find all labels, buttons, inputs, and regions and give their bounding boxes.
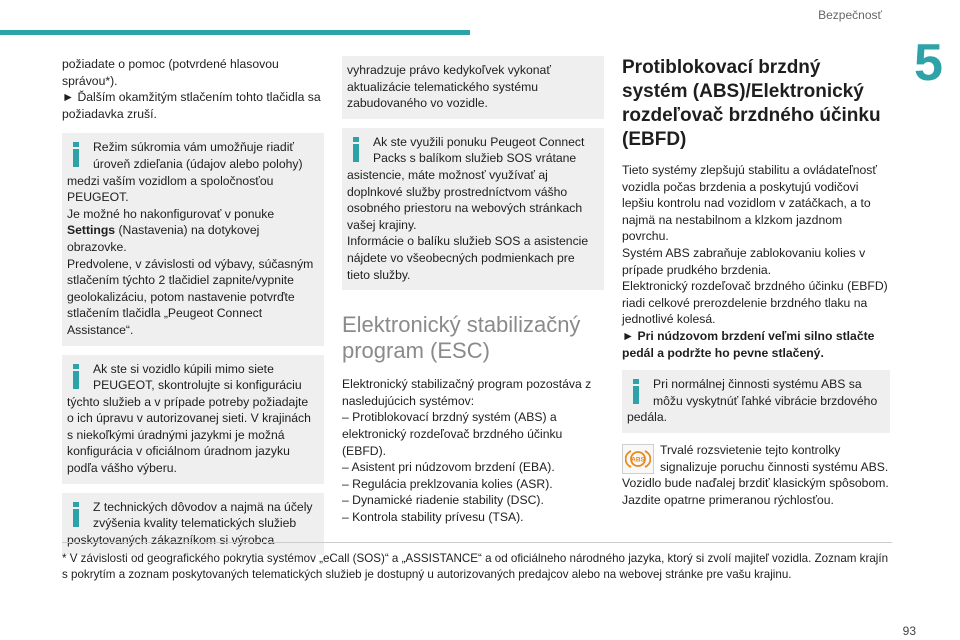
esc-body-text: Elektronický stabilizačný program pozostáva z nasledujúcich systémov: — [342, 377, 592, 408]
abs-instruction: ► Pri núdzovom brzdení veľmi silno stlačte pedál a podržte ho pevne stlačený. — [622, 328, 875, 360]
column-right — [622, 56, 890, 508]
settings-label: Settings — [67, 223, 116, 238]
esc-list-item: – Kontrola stability prívesu (TSA). — [342, 509, 524, 524]
abs-warning-text: Trvalé rozsvietenie tejto kontrolky signalizuje poruchu činnosti systému ABS. — [660, 442, 889, 474]
chapter-number: 5 — [914, 34, 943, 92]
info-box-text: Ak ste si vozidlo kúpili mimo siete PEUGEOT, skontrolujte si konfiguráciu týchto služieb a v prípade potreby požiadajte o ich úpravu v autorizovanej sieti. V krajinách s niekoľkými úradnými jazykmi je možná konfigurácia v oficiálnom úradnom jazyku podľa vášho výberu. — [67, 361, 311, 476]
abs-heading: Protiblokovací brzdný systém (ABS)/Elektronický rozdeľovač brzdného účinku (EBFD) — [622, 57, 881, 150]
esc-list-item: – Asistent pri núdzovom brzdení (EBA). — [342, 460, 555, 475]
intro-text: požiadate o pomoc (potvrdené hlasovou správou*). — [62, 57, 279, 88]
footnote: * V závislosti od geografického pokrytia systémov „eCall (SOS)“ a „ASSISTANCE“ a od oficiálneho národného jazyka, ktorý si zvolí majiteľ vozidla. Zoznam krajín s pokrytím a zoznam poskytovaných telematických služieb je dostupný u autorizovaných predajcov alebo na webovej stránke pre vašu krajinu. — [62, 542, 892, 583]
abs-warning — [622, 442, 890, 508]
info-icon — [67, 142, 87, 168]
info-box-text: Informácie o balíku služieb SOS a asistencie nájdete vo všeobecných podmienkach pre tieto služby. — [347, 234, 589, 282]
column-middle — [342, 56, 604, 525]
abs-body-text: Tieto systémy zlepšujú stabilitu a ovládateľnosť vozidla počas brzdenia a poskytujú vodičovi lepšiu kontrolu nad vozidlom v zatáčkach, a to najmä na nestabilnom a klzkom jazdnom povrchu. — [622, 163, 877, 244]
info-box-continued — [342, 56, 604, 119]
info-box-text: vyhradzuje právo kedykoľvek vykonať aktualizácie telematického systému zabudovaného vo vozidle. — [347, 63, 551, 111]
info-box-text: Pri normálnej činnosti systému ABS sa môžu vyskytnúť ľahké vibrácie brzdového pedála. — [627, 377, 878, 425]
abs-body-text: Elektronický rozdeľovač brzdného účinku (EBFD) riadi celkové prerozdelenie brzdného tlaku na jednotlivé kolesá. — [622, 279, 888, 327]
info-icon — [347, 137, 367, 163]
column-left — [62, 56, 324, 555]
info-box-text: Ak ste využili ponuku Peugeot Connect Packs s balíkom služieb SOS vrátane asistencie, máte možnosť využívať aj doplnkové služby prostredníctvom vášho osobného priestoru na webových stránkach vašej krajiny. — [347, 134, 585, 232]
info-box-abs-vibration — [622, 370, 890, 433]
esc-list-item: – Regulácia preklzovania kolies (ASR). — [342, 476, 553, 491]
info-box-text: Režim súkromia vám umožňuje riadiť úroveň zdieľania (údajov alebo polohy) medzi vaším vozidlom a spoločnosťou PEUGEOT. — [67, 140, 303, 205]
info-box-text: Predvolene, v závislosti od výbavy, súčasným stlačením týchto 2 tlačidiel zapnite/vypnite geolokalizáciu, potom nastavenie potvrďte stlačením tlačidla „Peugeot Connect Assistance“. — [67, 256, 314, 337]
esc-list-item: – Dynamické riadenie stability (DSC). — [342, 493, 544, 508]
page-number: 93 — [902, 624, 916, 638]
intro-instruction: ► Ďalším okamžitým stlačením tohto tlačidla sa požiadavka zruší. — [62, 90, 321, 121]
abs-body-text: Systém ABS zabraňuje zablokovaniu kolies v prípade prudkého brzdenia. — [622, 245, 866, 277]
esc-heading: Elektronický stabilizačný program (ESC) — [342, 312, 581, 364]
info-box-text-settings: Je možné ho nakonfigurovať v ponuke Settings (Nastavenia) na dotykovej obrazovke. — [67, 206, 275, 254]
info-icon — [627, 379, 647, 405]
esc-list-item: – Protiblokovací brzdný systém (ABS) a elektronický rozdeľovač brzdného účinku (EBFD). — [342, 410, 563, 458]
info-box-text: Z technických dôvodov a najmä na účely zvýšenia kvality telematických služieb poskytovaných zákazníkom si výrobca — [67, 499, 313, 547]
info-icon — [67, 502, 87, 528]
abs-warning-text: Vozidlo bude naďalej brzdiť klasickým spôsobom. Jazdite opatrne primeranou rýchlosťou. — [622, 476, 889, 507]
abs-warning-lamp-icon — [622, 444, 654, 474]
section-title: Bezpečnosť — [818, 8, 882, 22]
info-box-privacy — [62, 133, 324, 345]
info-icon — [67, 364, 87, 390]
info-box-connect-packs — [342, 128, 604, 290]
header-accent-bar — [0, 30, 470, 35]
abs-lamp-label: ABS — [631, 456, 645, 464]
info-box-network — [62, 355, 324, 484]
